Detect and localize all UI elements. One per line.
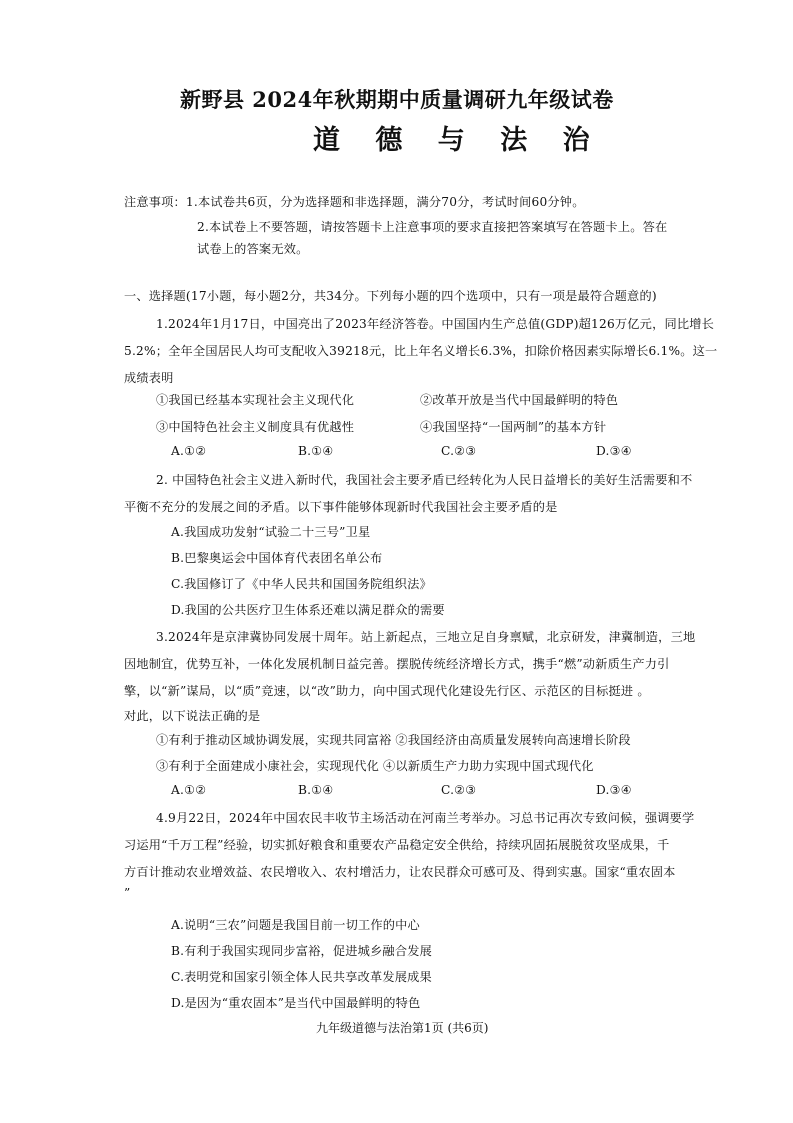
- q3-stem-line-4: 对此，以下说法正确的是: [124, 709, 261, 723]
- q1-statement-4: ④我国坚持“一国两制”的基本方针: [420, 420, 607, 434]
- q1-option-b: B.①④: [298, 444, 334, 458]
- q4-option-b: B.有利于我国实现同步富裕，促进城乡融合发展: [171, 944, 432, 958]
- q4-stem-line-4: ”: [124, 886, 131, 900]
- notice-line-2: 2.本试卷上不要答题，请按答题卡上注意事项的要求直接把答案填写在答题卡上。答在: [197, 220, 668, 234]
- q1-statement-3: ③中国特色社会主义制度具有优越性: [156, 420, 355, 434]
- q1-option-c: C.②③: [441, 444, 477, 458]
- q4-option-a: A.说明“三农”问题是我国目前一切工作的中心: [171, 918, 420, 932]
- q1-option-d: D.③④: [596, 444, 632, 458]
- q2-option-a: A.我国成功发射“试验二十三号”卫星: [171, 525, 371, 539]
- q3-option-c: C.②③: [441, 783, 477, 797]
- exam-title: 新野县 2024年秋期期中质量调研九年级试卷: [180, 87, 614, 112]
- notice-line-3: 试卷上的答案无效。: [197, 242, 309, 256]
- q1-option-a: A.①②: [171, 444, 207, 458]
- q3-option-d: D.③④: [596, 783, 632, 797]
- q1-stem-line-2: 5.2%；全年全国居民人均可支配收入39218元，比上年名义增长6.3%，扣除价格因素实际增长6.1%。这一: [124, 344, 718, 358]
- q4-stem-line-3: 方百计推动农业增效益、农民增收入、农村增活力，让农民群众可感可及、得到实惠。国家“重农固本: [124, 865, 676, 879]
- q2-option-b: B.巴黎奥运会中国体育代表团名单公布: [171, 551, 383, 565]
- q3-stem-line-1: 3.2024年是京津冀协同发展十周年。站上新起点，三地立足自身禀赋，北京研发，津冀制造，三地: [156, 630, 696, 644]
- notice-line-1: 注意事项：1.本试卷共6页，分为选择题和非选择题，满分70分，考试时间60分钟。: [124, 195, 585, 209]
- q1-statement-2: ②改革开放是当代中国最鲜明的特色: [420, 393, 619, 407]
- q3-stem-line-3: 擎，以“新”谋局，以“质”竞速，以“改”助力，向中国式现代化建设先行区、示范区的目标挺进 。: [124, 684, 650, 698]
- q4-stem-line-2: 习运用“千万工程”经验，切实抓好粮食和重要农产品稳定安全供给，持续巩固拓展脱贫攻坚成果，千: [124, 838, 670, 852]
- q3-statements-3-4: ③有利于全面建成小康社会，实现现代化 ④以新质生产力助力实现中国式现代化: [156, 759, 594, 773]
- q1-stem-line-3: 成绩表明: [124, 371, 174, 385]
- section-heading: 一、选择题(17小题，每小题2分，共34分。下列每小题的四个选项中，只有一项是最符合题意的): [124, 289, 657, 303]
- q2-option-d: D.我国的公共医疗卫生体系还难以满足群众的需要: [171, 603, 445, 617]
- q4-stem-line-1: 4.9月22日，2024年中国农民丰收节主场活动在河南兰考举办。习总书记再次专致问候，强调要学: [156, 811, 695, 825]
- q4-option-c: C.表明党和国家引领全体人民共享改革发展成果: [171, 970, 432, 984]
- q3-stem-line-2: 因地制宜，优势互补，一体化发展机制日益完善。摆脱传统经济增长方式，携手“燃”动新质生产力引: [124, 657, 670, 671]
- q3-statements-1-2: ①有利于推动区域协调发展，实现共同富裕 ②我国经济由高质量发展转向高速增长阶段: [156, 733, 631, 747]
- subject-title: 道 德 与 法 治: [313, 125, 603, 156]
- q2-stem-line-2: 平衡不充分的发展之间的矛盾。以下事件能够体现新时代我国社会主要矛盾的是: [124, 500, 558, 514]
- q1-stem-line-1: 1.2024年1月17日，中国亮出了2023年经济答卷。中国国内生产总值(GDP)超126万亿元，同比增长: [156, 317, 715, 331]
- q4-option-d: D.是因为“重农固本”是当代中国最鲜明的特色: [171, 996, 421, 1010]
- q1-statement-1: ①我国已经基本实现社会主义现代化: [156, 393, 355, 407]
- q2-stem-line-1: 2. 中国特色社会主义进入新时代，我国社会主要矛盾已经转化为人民日益增长的美好生活需要和不: [156, 473, 693, 487]
- page-footer: 九年级道德与法治第1页 (共6页): [316, 1021, 489, 1035]
- q3-option-b: B.①④: [298, 783, 334, 797]
- q3-option-a: A.①②: [171, 783, 207, 797]
- q2-option-c: C.我国修订了《中华人民共和国国务院组织法》: [171, 577, 432, 591]
